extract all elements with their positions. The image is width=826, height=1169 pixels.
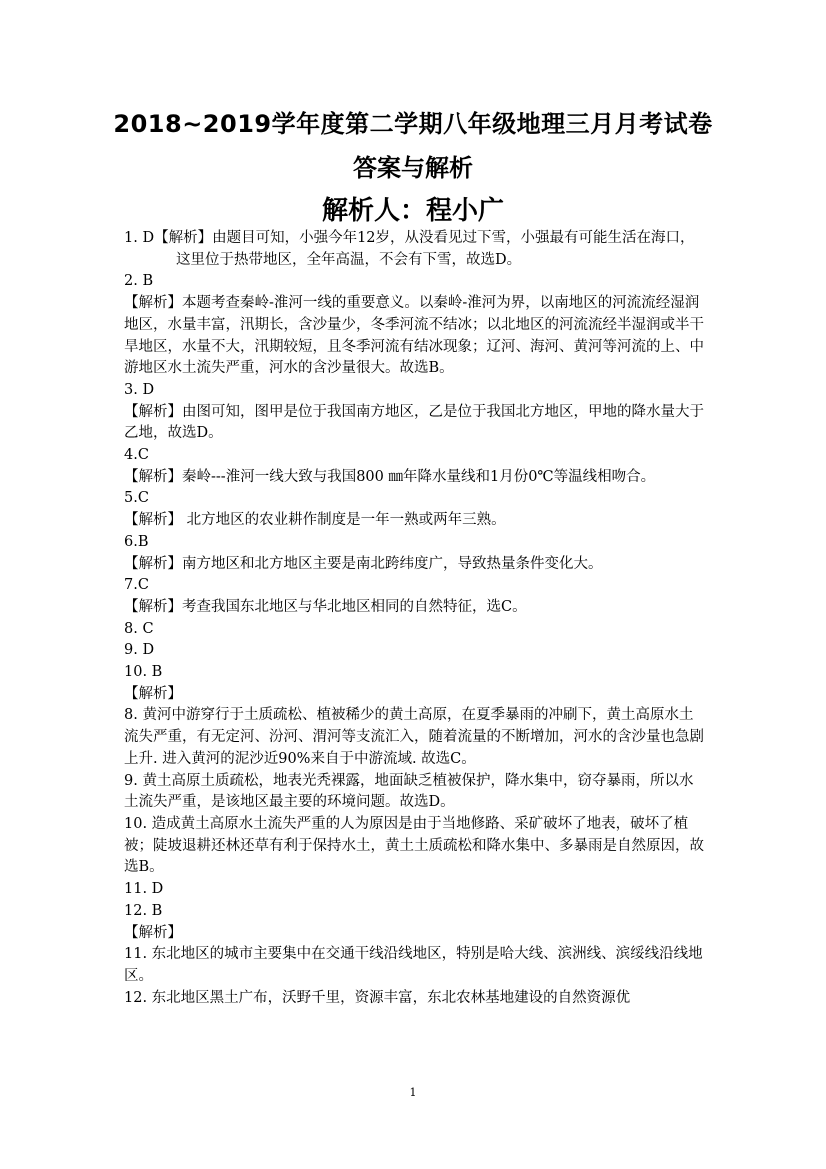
analysis-9: 9. 黄土高原土质疏松，地表光秃裸露，地面缺乏植被保护，降水集中，窃夺暴雨，所以水土流失严重，是该地区最主要的环境问题。故选D。 bbox=[124, 772, 694, 811]
page-title: 2018~2019学年度第二学期八年级地理三月月考试卷 bbox=[113, 110, 713, 138]
answer-line-1: 1. D【解析】由题目可知，小强今年12岁，从没看见过下雪，小强最有可能生活在海口，这里位于热带地区，全年高温，不会有下雪，故选D。 bbox=[124, 230, 695, 268]
answer-line-4: 4.C bbox=[124, 447, 149, 464]
analysis-3: 【解析】由图可知，图甲是位于我国南方地区，乙是位于我国北方地区，甲地的降水量大于乙地，故选D。 bbox=[124, 403, 704, 442]
answer-line-11: 11. D bbox=[124, 881, 164, 898]
analysis-12: 12. 东北地区黑土广布，沃野千里，资源丰富，东北农林基地建设的自然资源优 bbox=[124, 989, 631, 1006]
analysis-10: 10. 造成黄土高原水土流失严重的人为原因是由于当地修路、采矿破坏了地表，破坏了植被；陡坡退耕还林还草有利于保持水土，黄土土质疏松和降水集中、多暴雨是自然原因，故选B。 bbox=[124, 815, 704, 876]
author-line: 解析人：程小广 bbox=[321, 196, 504, 226]
answer-line-2: 2. B bbox=[124, 273, 154, 290]
answer-line-12: 12. B bbox=[124, 902, 163, 919]
answer-body bbox=[124, 228, 704, 1009]
analysis-2: 【解析】本题考查秦岭-淮河一线的重要意义。以秦岭-淮河为界，以南地区的河流流经湿润地区，水量丰富，汛期长，含沙量少，冬季河流不结冰；以北地区的河流流经半湿润或半干旱地区，水量不大，汛期较短，且冬季河流有结冰现象；辽河、海河、黄河等河流的上、中游地区水土流失严重，河水的含沙量很大。故选B。 bbox=[124, 295, 704, 377]
page-number: 1 bbox=[409, 1086, 417, 1099]
answer-line-7: 7.C bbox=[124, 577, 149, 594]
answer-line-6: 6.B bbox=[124, 533, 149, 550]
analysis-heading-11-12: 【解析】 bbox=[124, 924, 182, 941]
page-subtitle: 答案与解析 bbox=[353, 154, 473, 182]
answer-line-9: 9. D bbox=[124, 642, 155, 659]
analysis-5: 【解析】 北方地区的农业耕作制度是一年一熟或两年三熟。 bbox=[124, 512, 506, 529]
answer-line-10: 10. B bbox=[124, 664, 163, 681]
analysis-8: 8. 黄河中游穿行于土质疏松、植被稀少的黄土高原，在夏季暴雨的冲刷下，黄土高原水土流失严重，有无定河、汾河、渭河等支流汇入，随着流量的不断增加，河水的含沙量也急剧上升. 进入黄河的泥沙近90%来自于中游流域. 故选C。 bbox=[124, 707, 704, 767]
analysis-7: 【解析】考查我国东北地区与华北地区相同的自然特征，选C。 bbox=[124, 598, 527, 615]
analysis-11: 11. 东北地区的城市主要集中在交通干线沿线地区，特别是哈大线、滨洲线、滨绥线沿线地区。 bbox=[124, 946, 703, 984]
analysis-6: 【解析】南方地区和北方地区主要是南北跨纬度广，导致热量条件变化大。 bbox=[124, 555, 603, 572]
answer-line-3: 3. D bbox=[124, 381, 155, 398]
analysis-4: 【解析】秦岭---淮河一线大致与我国800 ㎜年降水量线和1月份0℃等温线相吻合。 bbox=[124, 468, 656, 485]
answer-line-8: 8. C bbox=[124, 620, 154, 637]
analysis-heading-8-10: 【解析】 bbox=[124, 685, 182, 702]
answer-line-5: 5.C bbox=[124, 490, 149, 507]
